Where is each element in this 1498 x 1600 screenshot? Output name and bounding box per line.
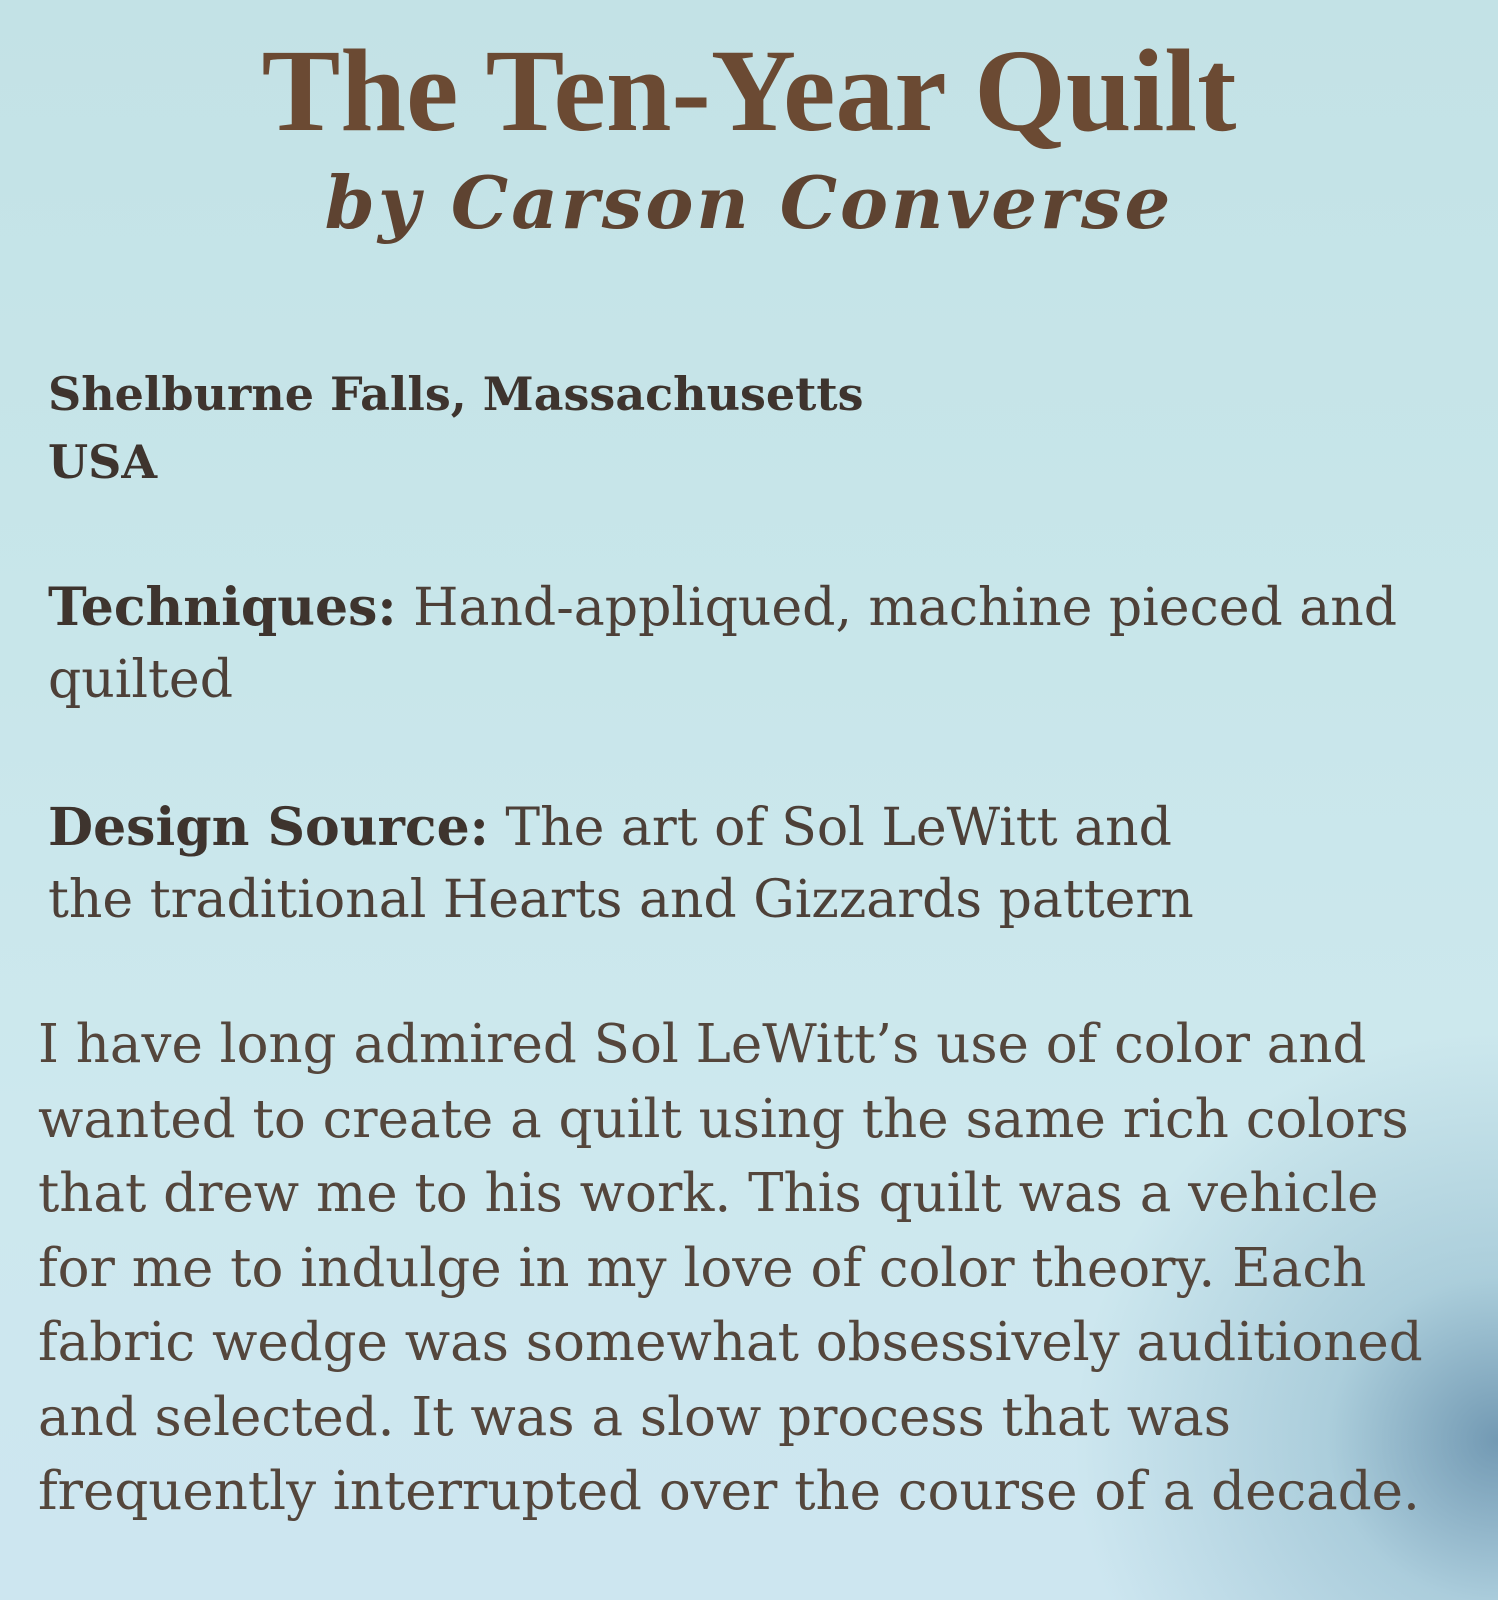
location-country: USA xyxy=(48,435,158,489)
statement-line: wanted to create a quilt using the same rich colors xyxy=(38,1088,1409,1150)
design-source-value-line1: The art of Sol LeWitt and xyxy=(505,798,1172,858)
design-source-label: Design Source: xyxy=(48,797,489,858)
techniques-label: Techniques: xyxy=(48,577,397,638)
statement-line: that drew me to his work. This quilt was a vehicle xyxy=(38,1163,1379,1224)
location-city-state: Shelburne Falls, Massachusetts xyxy=(48,367,864,421)
quilt-title: The Ten-Year Quilt xyxy=(261,25,1237,156)
techniques-section xyxy=(48,572,1468,716)
statement-line: fabric wedge was somewhat obsessively auditioned xyxy=(38,1312,1423,1373)
design-source-value-line2: the traditional Hearts and Gizzards pattern xyxy=(48,870,1194,930)
artist-statement xyxy=(38,1008,1468,1530)
statement-line: frequently interrupted over the course of a decade. xyxy=(38,1461,1420,1522)
techniques-value-line1: Hand-appliqued, machine pieced and xyxy=(413,578,1398,638)
design-source-section xyxy=(48,792,1468,936)
statement-line: for me to indulge in my love of color theory. Each xyxy=(38,1237,1367,1299)
techniques-value-line2: quilted xyxy=(48,650,233,710)
artist-byline: by Carson Converse xyxy=(324,160,1174,245)
artist-location xyxy=(48,360,1468,496)
statement-line: and selected. It was a slow process that was xyxy=(38,1386,1231,1448)
statement-line: I have long admired Sol LeWitt’s use of color and xyxy=(38,1014,1367,1075)
